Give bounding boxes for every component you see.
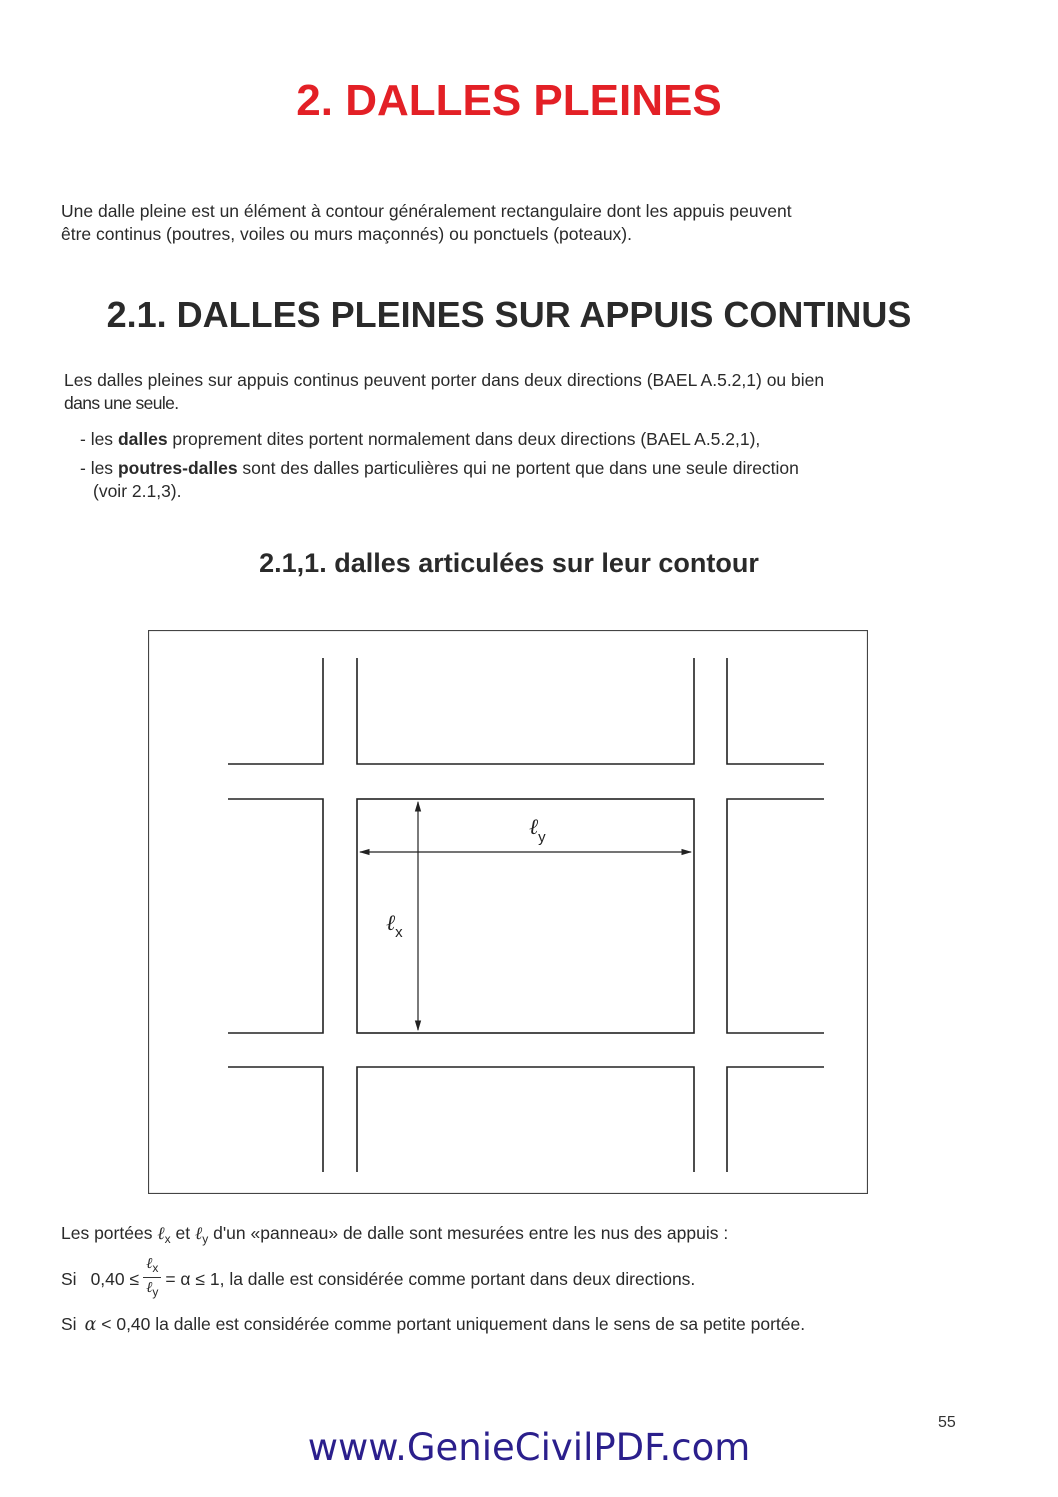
fraction-numerator: ℓ$_x$ — [143, 1254, 161, 1278]
ratio-fraction — [143, 1254, 161, 1301]
two-directions-condition — [61, 1256, 695, 1303]
ly-symbol: ℓ$_y$ — [194, 1224, 209, 1246]
figure-frame — [149, 631, 868, 1194]
lx-symbol: ℓ$_x$ — [157, 1224, 171, 1246]
section-2-1-para-line-1: Les dalles pleines sur appuis continus peuvent porter dans deux directions (BAEL A.5.2,1) ou bien — [64, 370, 825, 390]
condition-text: = α ≤ 1, la dalle est considérée comme portant dans deux directions. — [165, 1269, 696, 1289]
text-fragment: Les portées — [61, 1223, 158, 1243]
bullet-poutres-dalles — [80, 457, 799, 480]
panel-middle-left — [228, 799, 323, 1033]
panel-middle-right — [727, 799, 824, 1033]
page-number: 55 — [938, 1414, 956, 1431]
bullet-dalles — [80, 428, 760, 451]
intro-line-2: être continus (poutres, voiles ou murs maçonnés) ou ponctuels (poteaux). — [61, 224, 632, 244]
support-corner-top-left — [228, 658, 323, 764]
section-heading-2-1-1: 2.1,1. dalles articulées sur leur contour — [259, 548, 759, 578]
bullet-text: sont des dalles particulières qui ne portent que dans une seule direction — [237, 458, 799, 478]
fraction-denominator: ℓ$_y$ — [146, 1278, 159, 1299]
page-title: 2. DALLES PLEINES — [296, 76, 722, 125]
ly-label: ℓ$_y$ — [529, 815, 546, 846]
slab-panel-figure — [148, 630, 868, 1194]
one-direction-condition — [61, 1313, 805, 1337]
panel-bottom-middle — [357, 1067, 694, 1172]
lower-bound: 0,40 ≤ — [90, 1269, 140, 1289]
bullet-bold-term: dalles — [117, 429, 168, 449]
website-link[interactable]: www.GenieCivilPDF.com — [307, 1426, 751, 1469]
lx-label: ℓ$_x$ — [386, 911, 403, 941]
text-fragment: d'un «panneau» de dalle sont mesurées entre les nus des appuis : — [208, 1223, 729, 1243]
bullet-continuation: (voir 2.1,3). — [93, 481, 182, 501]
spans-definition-line — [61, 1222, 728, 1251]
section-2-1-para-line-2: dans une seule. — [64, 393, 179, 413]
bullet-prefix: - les — [80, 458, 118, 478]
intro-line-1: Une dalle pleine est un élément à contour généralement rectangulaire dont les appuis peuvent — [61, 201, 792, 221]
support-corner-bottom-left — [228, 1067, 323, 1172]
si-label: Si — [61, 1269, 77, 1289]
center-panel — [357, 799, 694, 1033]
condition-text: < 0,40 la dalle est considérée comme portant uniquement dans le sens de sa petite portée. — [96, 1314, 806, 1334]
section-heading-2-1: 2.1. DALLES PLEINES SUR APPUIS CONTINUS — [106, 294, 912, 335]
support-corner-top-right — [727, 658, 824, 764]
panel-top-middle — [357, 658, 694, 764]
support-corner-bottom-right — [727, 1067, 824, 1172]
bullet-prefix: - les — [80, 429, 118, 449]
bullet-text: proprement dites portent normalement dans deux directions (BAEL A.5.2,1), — [167, 429, 761, 449]
alpha-symbol: α — [84, 1315, 97, 1335]
text-fragment: et — [170, 1223, 195, 1243]
bullet-bold-term: poutres-dalles — [117, 458, 238, 478]
si-label: Si — [61, 1314, 77, 1334]
